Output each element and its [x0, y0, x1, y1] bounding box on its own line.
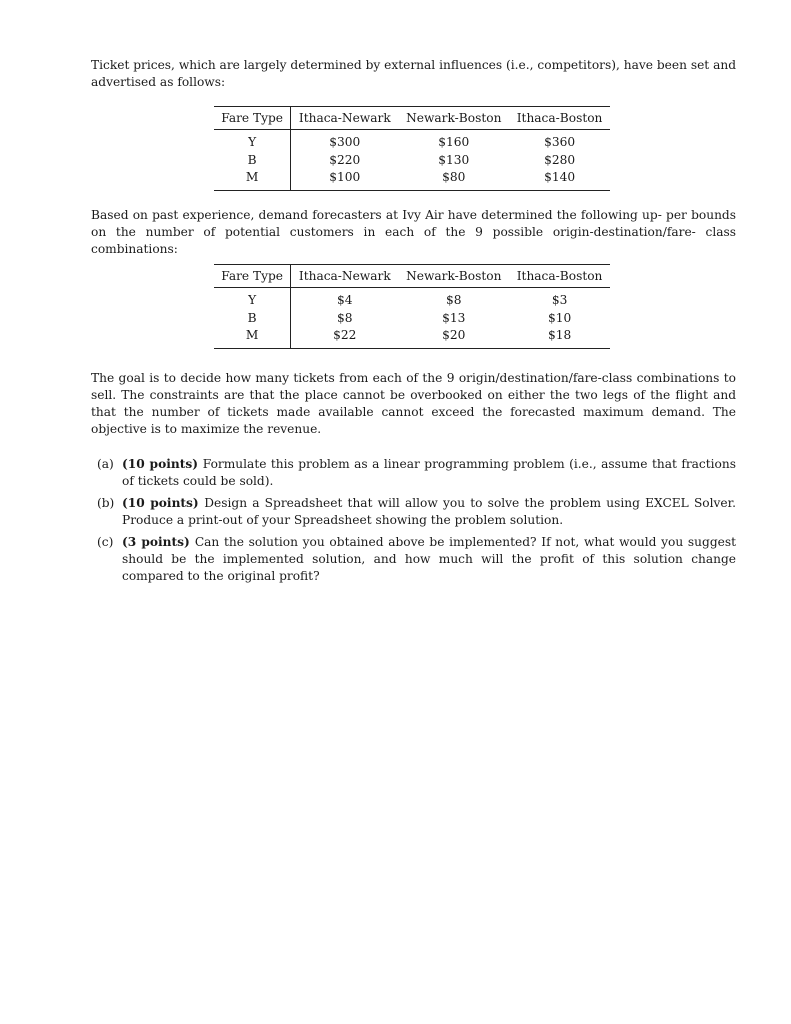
table-cell: $130	[438, 152, 470, 167]
column-header: Fare Type	[214, 265, 291, 288]
table-row	[214, 169, 610, 190]
table-cell: $160	[438, 135, 470, 149]
table-cell: $140	[509, 169, 610, 190]
question-text: Design a Spreadsheet that will allow you to solve the problem using EXCEL Solver. Produce a print-out of your Spreadsheet showing the problem solution.	[122, 496, 736, 527]
table-cell: $18	[509, 327, 610, 348]
table-row	[214, 152, 610, 170]
column-header: Ithaca-Newark	[291, 265, 399, 288]
table-row	[214, 130, 610, 152]
question-list	[91, 456, 736, 590]
table-row	[214, 310, 610, 328]
table-cell: $220	[329, 152, 361, 167]
table-cell: $8	[337, 310, 353, 325]
table-cell: Y	[214, 130, 291, 152]
question-points: (10 points)	[122, 496, 205, 510]
table-row	[214, 288, 610, 310]
question-item	[91, 456, 736, 490]
table-cell: $100	[291, 169, 399, 190]
table-cell: $3	[551, 293, 568, 307]
table-cell: Y	[214, 288, 291, 310]
table-cell: M	[214, 327, 291, 348]
table-cell: M	[214, 169, 291, 190]
question-points: (3 points)	[122, 535, 195, 549]
table-cell: B	[214, 310, 291, 328]
question-text: Formulate this problem as a linear programming problem (i.e., assume that fractions of tickets could be sold).	[122, 457, 736, 488]
question-label: (c)	[97, 535, 114, 549]
column-header: Ithaca-Newark	[291, 107, 399, 130]
table-header-row	[214, 107, 610, 130]
table-header-row	[214, 265, 610, 288]
question-label: (b)	[97, 496, 115, 510]
question-text: Can the solution you obtained above be implemented? If not, what would you suggest should be the implemented solution, and how much will the profit of this solution change compared to the original profit?	[122, 535, 737, 583]
table-cell: $280	[544, 152, 576, 167]
column-header: Newark-Boston	[398, 107, 509, 130]
column-header: Ithaca-Boston	[509, 107, 610, 130]
table-cell: $8	[446, 293, 462, 307]
table-cell: B	[214, 152, 291, 170]
table-cell: $13	[442, 310, 466, 325]
column-header: Ithaca-Boston	[509, 265, 610, 288]
table-cell: $20	[398, 327, 509, 348]
column-header: Newark-Boston	[398, 265, 509, 288]
table-cell: $360	[544, 135, 576, 149]
intro-paragraph: Ticket prices, which are largely determined by external influences (i.e., competitors), have been set and advertised as follows:	[91, 58, 736, 89]
question-label: (a)	[97, 457, 114, 471]
column-header: Fare Type	[214, 107, 291, 130]
question-item	[91, 495, 736, 529]
demand-paragraph: Based on past experience, demand forecasters at Ivy Air have determined the following up- per bounds on the number of potential customers in each of the 9 possible origin-destination/fare- class combinations:	[91, 208, 736, 256]
question-points: (10 points)	[122, 457, 203, 471]
table-row	[214, 327, 610, 348]
ticket-prices-table	[214, 106, 610, 191]
table-cell: $22	[291, 327, 399, 348]
question-item	[91, 534, 736, 585]
demand-bounds-table	[214, 264, 610, 349]
table-cell: $4	[337, 293, 353, 307]
table-cell: $80	[398, 169, 509, 190]
table-cell: $10	[547, 310, 572, 325]
goal-paragraph: The goal is to decide how many tickets from each of the 9 origin/destination/fare-class combinations to sell. The constraints are that the place cannot be overbooked on either the two legs of the flight and that the number of tickets made available cannot exceed the forecasted maximum demand. The objective is to maximize the revenue.	[91, 371, 736, 436]
table-cell: $300	[329, 135, 361, 149]
